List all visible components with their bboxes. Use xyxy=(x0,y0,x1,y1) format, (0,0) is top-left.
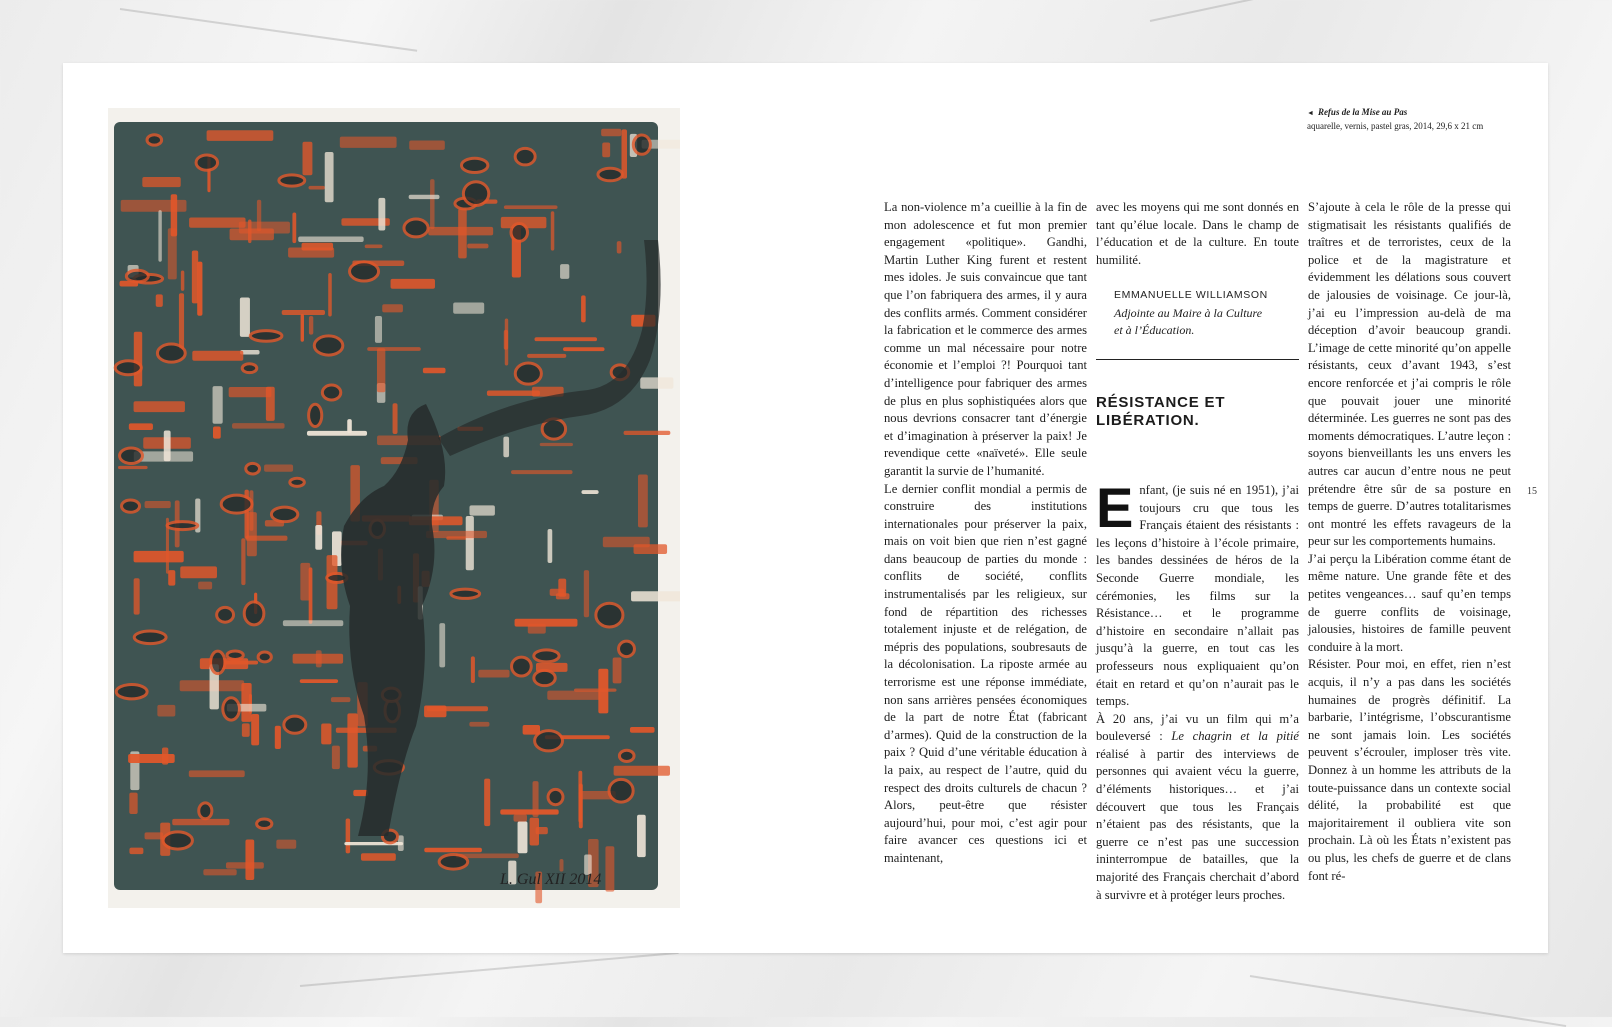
paint-stroke xyxy=(240,298,250,337)
paragraph: Le dernier conflit mondial a permis de construire des institutions internationales pour préserver la paix, mais on voit bien que rien n’est gagné dans beaucoup de parties du monde : conflits de société, conflits instrumentalisés par les religieux, sur fond de répartition des richesses totalement injuste et de relégation, de mépris des populations, soubresauts de la décolonisation. La riposte armée au terrorisme est une réponse immédiate, non sans arrières pensées économiques de la part de notre État (fabricant d’armes). Quid de la construction de la paix ? Quid d’une véritable éducation à la paix, au respect de l’autre, quid du respect des droits culturels de chacun ? Alors, peut-être que résister aujourd’hui, pour moi, c’est agir pour faire avancer ces questions ici et maintenant, xyxy=(884,481,1087,865)
paint-stroke xyxy=(551,211,555,250)
left-arrow-icon: ◄ xyxy=(1307,109,1314,117)
paint-stroke xyxy=(189,770,245,777)
paint-stroke xyxy=(453,302,484,313)
paint-stroke xyxy=(347,713,357,767)
paint-stroke xyxy=(300,563,310,601)
paint-stroke xyxy=(598,669,608,714)
paint-stroke xyxy=(424,706,446,718)
paint-stroke xyxy=(500,809,558,814)
paint-blot xyxy=(515,363,541,384)
paint-stroke xyxy=(179,293,184,349)
paint-stroke xyxy=(471,656,475,683)
paint-stroke xyxy=(264,464,293,471)
paint-blot xyxy=(257,819,272,829)
paint-blot xyxy=(163,832,192,849)
paint-stroke xyxy=(391,279,435,289)
paint-stroke xyxy=(315,525,322,550)
paint-stroke xyxy=(515,619,578,627)
page-number: 15 xyxy=(1527,486,1537,497)
paint-stroke xyxy=(158,210,161,262)
artwork-caption xyxy=(1307,106,1527,133)
marble-vein xyxy=(1150,0,1405,22)
paint-stroke xyxy=(478,670,509,678)
artist-signature: L. Gul XII 2014 xyxy=(500,871,602,888)
paint-stroke xyxy=(581,490,598,494)
paint-stroke xyxy=(316,650,322,667)
paint-stroke xyxy=(303,142,313,176)
paint-stroke xyxy=(423,368,446,374)
paint-stroke xyxy=(426,531,487,538)
paint-stroke xyxy=(578,771,582,823)
author-role-line1: Adjointe au Maire à la Culture xyxy=(1114,305,1263,320)
caption-title-line xyxy=(1307,106,1527,120)
paint-stroke xyxy=(393,403,398,434)
paint-stroke xyxy=(556,593,570,599)
paint-stroke xyxy=(458,208,467,258)
paint-stroke xyxy=(624,431,671,435)
paint-blot xyxy=(619,750,634,761)
paint-stroke xyxy=(530,818,539,846)
paint-blot xyxy=(512,657,532,676)
paint-stroke xyxy=(283,620,343,626)
paint-stroke xyxy=(207,130,274,141)
paint-stroke xyxy=(309,316,313,335)
paragraph: Résister. Pour moi, en effet, rien n’est acquis, il n’y a pas dans les sociétés humaines de progrès définitif. La barbarie, l’intégrisme, l’obscurantisme ne sont jamais loin. Les sociétés peuvent s’écrouler, imploser très vite. Donnez à un homme les attributs de la toute-puissance dans un contexte social délité, la probabilité est que majoritairement il oubliera vite son prochain. Là où les États n’existent pas ou plus, les chefs de guerre et de clans font ré- xyxy=(1308,657,1511,883)
paint-stroke xyxy=(275,726,281,749)
paint-stroke xyxy=(559,859,563,872)
paint-stroke xyxy=(534,337,597,341)
paint-stroke xyxy=(340,137,397,148)
paint-blot xyxy=(548,789,563,804)
paint-stroke xyxy=(375,316,382,343)
paint-blot xyxy=(116,685,147,699)
paint-stroke xyxy=(282,310,325,315)
paragraph xyxy=(1096,711,1299,905)
paragraph-text: À 20 ans, j’ai vu un film qui m’a bouleversé : xyxy=(1096,711,1299,744)
paint-stroke xyxy=(563,347,604,351)
paint-blot xyxy=(451,589,480,598)
paint-stroke xyxy=(168,228,177,279)
paint-stroke xyxy=(547,691,600,700)
paint-blot xyxy=(515,148,535,165)
paint-stroke xyxy=(640,377,673,388)
paint-stroke xyxy=(601,129,621,136)
paint-blot xyxy=(279,175,305,186)
paint-stroke xyxy=(172,819,229,825)
paint-stroke xyxy=(466,516,474,570)
paragraph: La non-violence m’a cueillie à la fin de mon adolescence et fut mon premier engagement «politique». Gandhi, Martin Luther King furent et restent mes idoles. Je suis convaincue que tant que l’on fabriquera des armes, il y aura des conflits armés. Comment considérer la fabrication et le commerce des armes comme un mal nécessaire pour notre économie et l’emploi ?! Pourquoi tant d’intelligence pour fabriquer des armes de plus en plus sophistiquées alors que nous devrions consacrer tant d’énergie et d’imagination à préserver la paix! Je revendique cette «naïveté». Elle seule garantit la survie de l’humanité. xyxy=(884,200,1087,478)
paint-stroke xyxy=(298,236,363,242)
paint-blot xyxy=(535,731,563,751)
paint-stroke xyxy=(276,840,296,849)
paint-blot xyxy=(596,603,623,627)
paint-blot xyxy=(461,158,487,172)
paint-blot xyxy=(242,364,257,373)
paint-stroke xyxy=(192,251,198,304)
paint-stroke xyxy=(514,814,527,821)
section-title-line2: LIBÉRATION. xyxy=(1096,411,1200,429)
paint-stroke xyxy=(302,243,334,251)
paint-stroke xyxy=(189,218,245,228)
paint-stroke xyxy=(245,840,254,881)
paint-blot xyxy=(147,135,162,145)
paint-blot xyxy=(157,344,185,362)
paint-stroke xyxy=(602,142,610,157)
paint-stroke xyxy=(617,241,622,253)
paint-stroke xyxy=(613,658,622,684)
paint-blot xyxy=(115,361,141,375)
paint-stroke xyxy=(630,727,655,733)
paint-stroke xyxy=(430,179,434,229)
paint-stroke xyxy=(134,332,142,387)
paint-blot xyxy=(463,182,488,206)
paint-stroke xyxy=(128,754,175,763)
paint-stroke xyxy=(134,551,184,563)
paint-blot xyxy=(284,716,306,733)
paragraph-text: réalisé à partir des interviews de personnes qui avaient vécu la guerre, d’éléments historiques… et j’ai découvert que tous les Français n’étaient pas des résistants, que la guerre ce n’est pas une succession ininterrompue de batailles, que la majorité des Français cherchait d’abord à survivre et à protéger leurs proches. xyxy=(1096,746,1299,902)
paint-blot xyxy=(322,385,340,400)
paint-stroke xyxy=(156,294,163,307)
paint-stroke xyxy=(584,570,589,617)
paint-stroke xyxy=(300,679,338,683)
paint-stroke xyxy=(213,386,223,424)
paint-stroke xyxy=(321,724,331,745)
paint-blot xyxy=(619,641,635,656)
paint-stroke xyxy=(504,205,558,209)
paint-blot xyxy=(211,651,225,674)
paint-stroke xyxy=(181,270,184,290)
paint-stroke xyxy=(121,200,187,212)
paint-stroke xyxy=(129,793,137,814)
paint-stroke xyxy=(134,578,140,614)
paint-stroke xyxy=(229,387,272,397)
paint-stroke xyxy=(198,582,212,590)
paint-stroke xyxy=(226,862,264,868)
paint-stroke xyxy=(213,427,221,439)
paint-stroke xyxy=(504,330,508,350)
paint-stroke xyxy=(180,566,217,578)
paint-blot xyxy=(244,602,264,625)
paint-blot xyxy=(223,698,240,720)
paint-blot xyxy=(404,219,428,237)
paint-blot xyxy=(134,631,166,644)
paint-blot xyxy=(250,331,282,342)
paint-stroke xyxy=(581,295,586,322)
paint-stroke xyxy=(382,304,403,312)
drop-cap: E xyxy=(1096,475,1134,539)
paint-stroke xyxy=(325,152,334,202)
paint-stroke xyxy=(484,779,490,827)
paint-stroke xyxy=(631,591,680,601)
marble-vein xyxy=(120,8,417,52)
paragraph: J’ai perçu la Libération comme étant de même nature. Une grande fête et des petites vengeances… sauf qu’en temps de guerre conflits de voisinage, jalousies, histoires de famille peuvent conduire à la mort. xyxy=(1308,551,1511,654)
paint-stroke xyxy=(638,474,648,527)
paint-blot xyxy=(199,803,212,819)
paint-stroke xyxy=(533,781,539,817)
paint-stroke xyxy=(301,314,304,342)
paint-blot xyxy=(126,270,148,282)
paint-stroke xyxy=(367,347,421,351)
painting-artwork xyxy=(108,108,680,908)
paint-stroke xyxy=(203,869,236,875)
paint-stroke xyxy=(409,195,440,199)
paint-blot xyxy=(534,670,555,685)
text-column-1 xyxy=(884,199,1087,868)
paint-blot xyxy=(271,507,297,522)
caption-details: aquarelle, vernis, pastel gras, 2014, 29,6 x 21 cm xyxy=(1307,121,1484,131)
paint-stroke xyxy=(331,697,350,702)
paint-blot xyxy=(511,224,528,242)
paint-stroke xyxy=(134,401,185,412)
paint-blot xyxy=(258,652,271,662)
paint-stroke xyxy=(157,705,175,717)
paint-stroke xyxy=(637,815,646,857)
paragraph xyxy=(1096,475,1299,711)
paint-blot xyxy=(598,168,622,181)
paint-blot xyxy=(609,779,633,802)
paint-stroke xyxy=(527,354,566,358)
paint-stroke xyxy=(192,351,243,361)
paint-stroke xyxy=(239,222,290,234)
paint-stroke xyxy=(469,505,494,515)
paint-blot xyxy=(314,336,343,355)
caption-title: Refus de la Mise au Pas xyxy=(1317,107,1408,117)
film-title: Le chagrin et la pitié xyxy=(1171,729,1299,744)
magazine-spread xyxy=(63,63,1548,953)
marble-vein xyxy=(1250,975,1566,1027)
paint-stroke xyxy=(168,570,175,586)
paint-stroke xyxy=(232,423,285,428)
paint-stroke xyxy=(424,848,482,852)
paint-stroke xyxy=(503,437,509,458)
paint-stroke xyxy=(307,431,367,436)
paint-stroke xyxy=(439,623,445,667)
paint-blot xyxy=(167,522,198,530)
paint-blot xyxy=(534,650,559,662)
paragraph: S’ajoute à cela le rôle de la presse qui stigmatisait les résistants qualifiés de traîtres et de terroristes, ceux de la police et de la magistrature et évidemment les délations sous couvert de jalousies de voisinage. Ce jour-là, j’ai eu l’impression au-delà de ma déception d’avoir beaucoup grandi. L’image de cette minorité qu’on appelle résistants, ceux d’avant 1943, s’est encore renforcée et j’ai compris le rôle que pouvait jouer une minorité déterminée. Les guerres ne sont pas des moments démocratiques. L’autre leçon : soyons bienveillants les uns envers les autres car aucun d’entre nous ne peut prétendre être sûr de sa posture en temps de guerre. D’autres totalitarismes ont montré les effets ravageurs de la peur sur les comportements humains. xyxy=(1308,200,1511,549)
author-name: EMMANUELLE WILLIAMSON xyxy=(1114,289,1268,302)
paint-stroke xyxy=(347,419,352,433)
paint-stroke xyxy=(548,529,553,563)
paint-blot xyxy=(633,135,650,154)
text-column-3 xyxy=(1308,199,1511,885)
paint-stroke xyxy=(634,544,668,554)
author-signature xyxy=(1114,287,1299,339)
paint-stroke xyxy=(242,723,250,737)
paint-stroke xyxy=(328,273,332,316)
paint-blot xyxy=(196,155,217,170)
paragraph-text: nfant, (je suis né en 1951), j’ai toujours cru que tous les Français étaient des résistants : les leçons d’histoire à l’école primaire, les bandes dessinées de héros de la Seconde Guerre mondiale, les cérémonies, les films sur la Résistance… et le programme d’histoire en secondaire n’allait pas jusqu’à la guerre, en tout cas les professeurs nous expliquaient qu’on était en retard et qu’on n’aurait pas le temps. xyxy=(1096,482,1299,709)
paint-blot xyxy=(290,478,305,486)
paint-stroke xyxy=(560,264,569,279)
paint-blot xyxy=(246,463,260,474)
paint-blot xyxy=(309,404,322,426)
paragraph: avec les moyens qui me sont donnés en tant qu’élue locale. Dans le champ de l’éducation et de la culture. En toute humilité. xyxy=(1096,200,1299,267)
paint-blot xyxy=(350,262,379,281)
paint-blot xyxy=(227,651,243,660)
marble-vein xyxy=(300,952,679,987)
paint-stroke xyxy=(118,466,148,469)
paint-stroke xyxy=(511,470,573,474)
section-divider xyxy=(1096,359,1299,360)
paint-blot xyxy=(217,607,234,622)
paint-blot xyxy=(120,448,143,463)
paint-stroke xyxy=(346,818,350,853)
paint-stroke xyxy=(332,746,340,769)
paint-blot xyxy=(221,495,252,513)
painting-canvas xyxy=(108,108,680,908)
paint-stroke xyxy=(378,198,385,231)
paint-stroke xyxy=(257,200,261,232)
paint-stroke xyxy=(469,722,489,727)
paint-stroke xyxy=(361,853,396,860)
paint-stroke xyxy=(251,714,259,745)
paint-stroke xyxy=(308,186,325,190)
paint-stroke xyxy=(142,177,180,187)
author-role-line2: et à l’Éducation. xyxy=(1114,322,1195,337)
paint-stroke xyxy=(605,846,614,891)
paint-blot xyxy=(439,854,468,869)
paint-stroke xyxy=(518,821,528,853)
paint-stroke xyxy=(377,348,385,392)
paint-stroke xyxy=(292,213,296,244)
paint-stroke xyxy=(129,848,143,855)
paint-stroke xyxy=(241,538,245,585)
section-title-line1: RÉSISTANCE ET xyxy=(1096,393,1226,411)
section-title xyxy=(1096,394,1299,430)
paint-stroke xyxy=(145,501,171,508)
paint-stroke xyxy=(467,244,488,249)
text-column-2 xyxy=(1096,199,1299,904)
paint-stroke xyxy=(129,423,153,430)
paint-stroke xyxy=(409,141,445,150)
paint-stroke xyxy=(365,245,383,249)
paint-stroke xyxy=(614,766,670,776)
paint-stroke xyxy=(540,443,573,446)
paint-blot xyxy=(122,500,140,512)
